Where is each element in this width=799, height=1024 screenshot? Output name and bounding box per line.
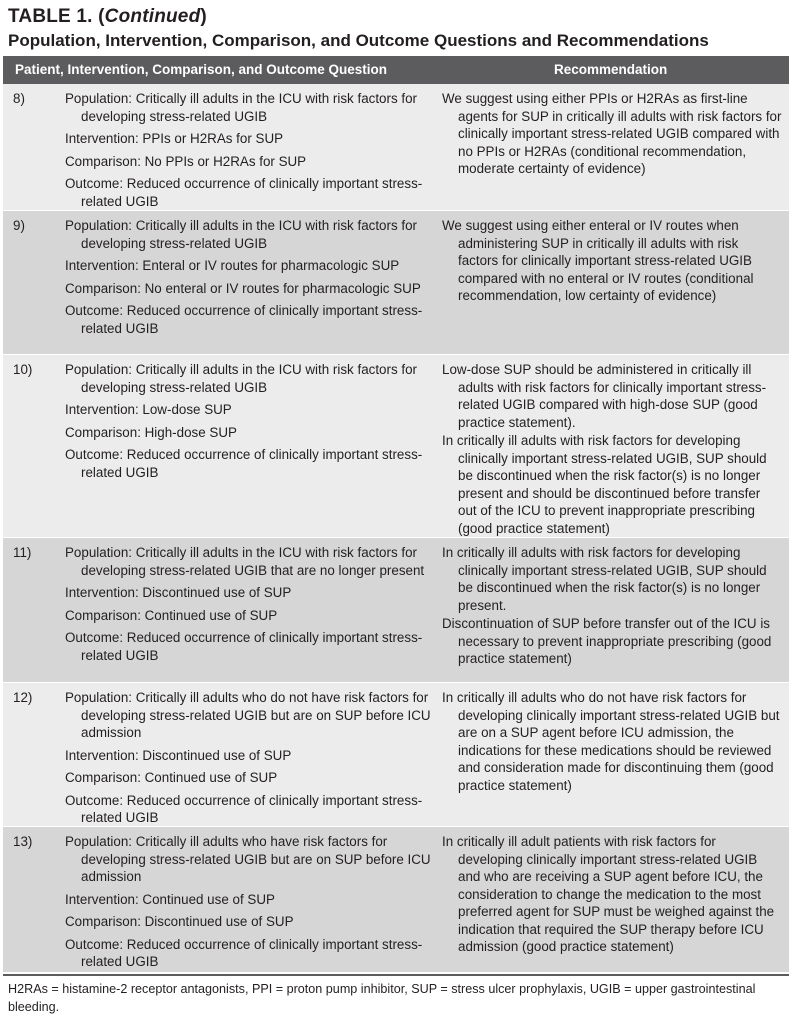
table-body bbox=[3, 84, 789, 973]
table-row bbox=[3, 827, 789, 973]
title-continued: Continued bbox=[104, 6, 201, 27]
pico-question bbox=[65, 544, 437, 669]
outcome-text: Outcome: Reduced occurrence of clinically important stress-related UGIB bbox=[65, 447, 423, 480]
intervention-text: Intervention: Continued use of SUP bbox=[65, 891, 275, 907]
question-number: 13) bbox=[13, 834, 33, 849]
recommendation-text: In critically ill adults with risk factors for developing clinically important stress-related UGIB, SUP should be discontinued when the risk factor(s) is no longer present. bbox=[442, 545, 767, 613]
recommendation-text: We suggest using either PPIs or H2RAs as first-line agents for SUP in critically ill adults with risk factors for clinically important stress-related UGIB compared with no PPIs or H2RAs (conditional recommendation, moderate certainty of evidence) bbox=[442, 91, 782, 176]
comparison-text: Comparison: No PPIs or H2RAs for SUP bbox=[65, 153, 307, 169]
table-title bbox=[8, 6, 794, 28]
recommendation-text: Discontinuation of SUP before transfer out of the ICU is necessary to prevent inappropriate prescribing (good practice statement) bbox=[442, 616, 772, 666]
question-number: 10) bbox=[13, 362, 33, 377]
recommendation-text: We suggest using either enteral or IV routes when administering SUP in critically ill adults with risk factors for clinically important stress-related UGIB compared with no enteral or IV routes (conditional recommendation, low certainty of evidence) bbox=[442, 218, 754, 303]
table-row bbox=[3, 355, 789, 538]
intervention-text: Intervention: Discontinued use of SUP bbox=[65, 585, 292, 600]
recommendation-text: Low-dose SUP should be administered in critically ill adults with risk factors for clinically important stress-related UGIB compared with high-dose SUP (good practice statement). bbox=[442, 362, 767, 430]
population-text: Population: Critically ill adults who do not have risk factors for developing stress-related UGIB but are on SUP before ICU admission bbox=[65, 690, 431, 740]
intervention-text: Intervention: Discontinued use of SUP bbox=[65, 747, 292, 763]
pico-question bbox=[65, 689, 437, 832]
outcome-text: Outcome: Reduced occurrence of clinically important stress-related UGIB bbox=[65, 792, 423, 825]
comparison-text: Comparison: No enteral or IV routes for pharmacologic SUP bbox=[65, 280, 421, 296]
table-header bbox=[3, 56, 789, 84]
comparison-text: Comparison: Discontinued use of SUP bbox=[65, 914, 294, 929]
title-suffix: ) bbox=[200, 6, 207, 27]
outcome-text: Outcome: Reduced occurrence of clinically important stress-related UGIB bbox=[65, 176, 423, 209]
column-header-pico: Patient, Intervention, Comparison, and Outcome Question bbox=[15, 62, 388, 77]
question-number: 8) bbox=[13, 91, 25, 106]
comparison-text: Comparison: Continued use of SUP bbox=[65, 770, 278, 785]
comparison-text: Comparison: Continued use of SUP bbox=[65, 607, 278, 623]
population-text: Population: Critically ill adults in the ICU with risk factors for developing stress-related UGIB bbox=[65, 362, 418, 395]
question-number: 12) bbox=[13, 690, 33, 705]
population-text: Population: Critically ill adults in the ICU with risk factors for developing stress-related UGIB that are no longer present bbox=[65, 545, 425, 578]
intervention-text: Intervention: PPIs or H2RAs for SUP bbox=[65, 131, 284, 146]
table-title-block bbox=[8, 6, 794, 51]
pico-question bbox=[65, 90, 437, 215]
table-row bbox=[3, 683, 789, 827]
question-number: 11) bbox=[13, 545, 32, 560]
recommendation-text: In critically ill adult patients with risk factors for developing clinically important stress-related UGIB and who are receiving a SUP agent before ICU, the consideration to change the medication to the most preferred agent for SUP must be weighed against the indication that required the SUP therapy before ICU admission (good practice statement) bbox=[442, 834, 775, 954]
recommendation-cell bbox=[442, 90, 782, 179]
intervention-text: Intervention: Enteral or IV routes for pharmacologic SUP bbox=[65, 258, 400, 273]
pico-question bbox=[65, 361, 437, 486]
title-prefix: TABLE 1. ( bbox=[8, 6, 105, 27]
recommendation-text: In critically ill adults who do not have risk factors for developing clinically important stress-related UGIB but are on a SUP agent before ICU admission, the indications for these medications should be reviewed and consideration made for discontinuing them (good practice statement) bbox=[442, 690, 780, 793]
population-text: Population: Critically ill adults who have risk factors for developing stress-related UGIB but are on SUP before ICU admission bbox=[65, 834, 431, 884]
table-footnote: H2RAs = histamine-2 receptor antagonists, PPI = proton pump inhibitor, SUP = stress ulcer prophylaxis, UGIB = upper gastrointestinal bleeding. bbox=[8, 982, 756, 1014]
intervention-text: Intervention: Low-dose SUP bbox=[65, 402, 232, 417]
population-text: Population: Critically ill adults in the ICU with risk factors for developing stress-related UGIB bbox=[65, 91, 418, 124]
table-row bbox=[3, 84, 789, 211]
recommendation-cell bbox=[442, 544, 782, 669]
recommendation-cell bbox=[442, 689, 782, 795]
pico-question bbox=[65, 833, 437, 976]
recommendation-cell bbox=[442, 833, 782, 957]
table-row bbox=[3, 211, 789, 355]
table-subtitle: Population, Intervention, Comparison, and Outcome Questions and Recommendations bbox=[8, 31, 709, 50]
outcome-text: Outcome: Reduced occurrence of clinically important stress-related UGIB bbox=[65, 936, 423, 969]
recommendation-text: In critically ill adults with risk factors for developing clinically important stress-related UGIB, SUP should be discontinued when the risk factor(s) is no longer present and should be discontinued before transfer out of the ICU to prevent inappropriate prescribing (good practice statement) bbox=[442, 433, 767, 536]
outcome-text: Outcome: Reduced occurrence of clinically important stress-related UGIB bbox=[65, 303, 423, 336]
question-number: 9) bbox=[13, 218, 25, 233]
pico-question bbox=[65, 217, 437, 342]
recommendation-cell bbox=[442, 217, 782, 306]
recommendation-cell bbox=[442, 361, 782, 538]
comparison-text: Comparison: High-dose SUP bbox=[65, 424, 237, 440]
table-row bbox=[3, 538, 789, 683]
population-text: Population: Critically ill adults in the ICU with risk factors for developing stress-related UGIB bbox=[65, 218, 418, 251]
column-header-recommendation: Recommendation bbox=[554, 62, 668, 77]
outcome-text: Outcome: Reduced occurrence of clinically important stress-related UGIB bbox=[65, 630, 423, 663]
table-bottom-rule bbox=[3, 974, 789, 976]
